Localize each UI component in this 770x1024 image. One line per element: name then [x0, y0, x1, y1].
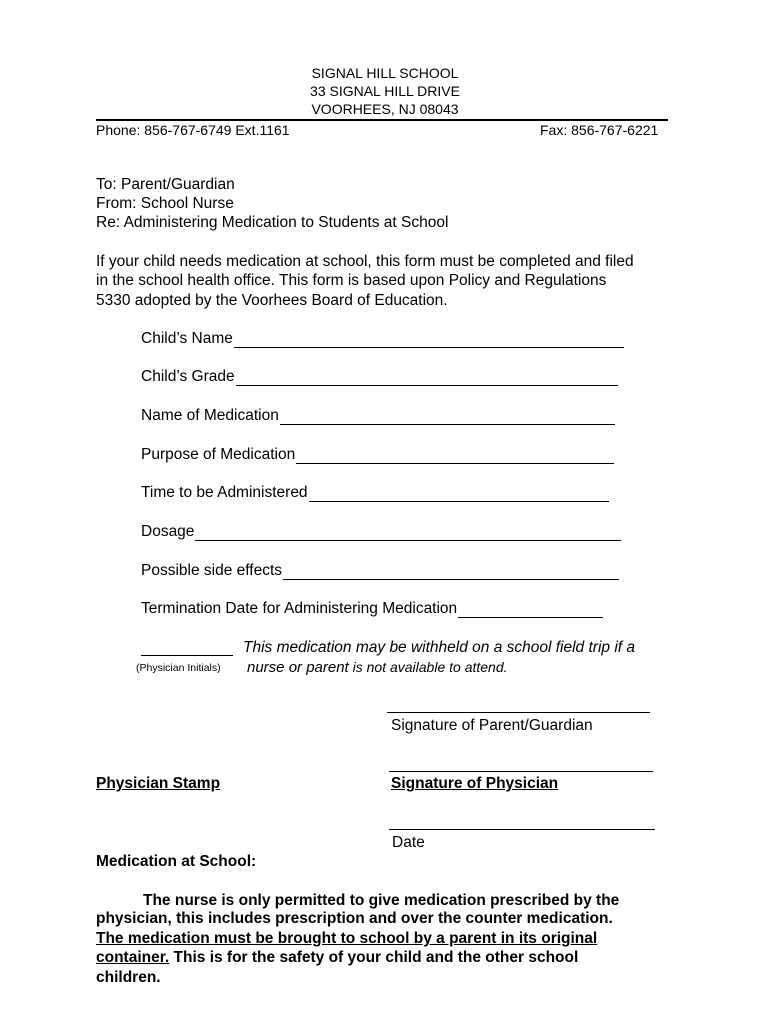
fax-number: Fax: 856-767-6221: [540, 122, 659, 138]
physician-initials-line[interactable]: [141, 655, 233, 656]
school-address-line2: VOORHEES, NJ 08043: [311, 101, 459, 117]
field-dosage: [141, 523, 621, 541]
header-rule: [96, 119, 668, 121]
field-side-effects: [141, 562, 619, 580]
time-administered-input-line[interactable]: [309, 486, 609, 502]
physician-signature-label: Signature of Physician: [391, 775, 559, 792]
medication-paragraph-line-1: The nurse is only permitted to give medication prescribed by the: [143, 892, 620, 909]
field-medication-purpose: [141, 446, 614, 464]
field-trip-note-rest: is not available to attend.: [348, 659, 508, 675]
side-effects-input-line[interactable]: [283, 564, 619, 580]
intro-line-1: If your child needs medication at school, this form must be completed and filed: [96, 253, 634, 270]
medication-name-input-line[interactable]: [280, 409, 615, 425]
field-label: Time to be Administered: [141, 484, 308, 501]
physician-signature-line[interactable]: [389, 771, 653, 772]
memo-from: From: School Nurse: [96, 195, 234, 212]
physician-initials-label: (Physician Initials): [136, 662, 221, 674]
field-label: Child’s Grade: [141, 368, 235, 385]
field-label: Purpose of Medication: [141, 446, 296, 463]
field-trip-note-line-1: This medication may be withheld on a school field trip if a: [243, 639, 636, 656]
medication-purpose-input-line[interactable]: [296, 448, 614, 464]
memo-re: Re: Administering Medication to Students at School: [96, 214, 449, 231]
field-time-administered: [141, 484, 609, 502]
parent-signature-label: Signature of Parent/Guardian: [391, 717, 593, 734]
parent-signature-line[interactable]: [387, 712, 650, 713]
medication-paragraph-line-5: children.: [96, 969, 161, 986]
memo-to: To: Parent/Guardian: [96, 176, 235, 193]
field-termination-date: [141, 600, 603, 618]
intro-line-2: in the school health office. This form is based upon Policy and Regulations: [96, 272, 607, 289]
field-label: Child’s Name: [141, 330, 233, 347]
termination-date-input-line[interactable]: [458, 602, 603, 618]
field-trip-note-emphasis: nurse or parent: [247, 659, 349, 676]
medication-at-school-heading: Medication at School:: [96, 853, 257, 870]
school-name: SIGNAL HILL SCHOOL: [311, 65, 459, 81]
medication-paragraph-line-4-rest: This is for the safety of your child and the other school: [169, 949, 579, 966]
field-trip-note-line-2: [247, 659, 508, 676]
field-label: Possible side effects: [141, 562, 283, 579]
medication-paragraph-line-2: physician, this includes prescription and over the counter medication.: [96, 910, 613, 927]
field-childs-name: [141, 330, 624, 348]
field-medication-name: [141, 407, 615, 425]
medication-paragraph-line-3: The medication must be brought to school by a parent in its original: [96, 930, 598, 947]
date-line[interactable]: [389, 829, 655, 830]
physician-stamp-label: Physician Stamp: [96, 775, 221, 792]
field-label: Name of Medication: [141, 407, 279, 424]
childs-name-input-line[interactable]: [234, 332, 624, 348]
phone-number: Phone: 856-767-6749 Ext.1161: [96, 122, 290, 138]
dosage-input-line[interactable]: [195, 525, 621, 541]
school-address-line1: 33 SIGNAL HILL DRIVE: [310, 83, 460, 99]
childs-grade-input-line[interactable]: [236, 370, 618, 386]
intro-line-3: 5330 adopted by the Voorhees Board of Education.: [96, 292, 448, 309]
field-label: Termination Date for Administering Medication: [141, 600, 458, 617]
date-label: Date: [392, 834, 425, 851]
field-childs-grade: [141, 368, 618, 386]
medication-paragraph-line-4: [96, 948, 578, 968]
field-label: Dosage: [141, 523, 195, 540]
container-emphasis: container.: [96, 949, 170, 966]
